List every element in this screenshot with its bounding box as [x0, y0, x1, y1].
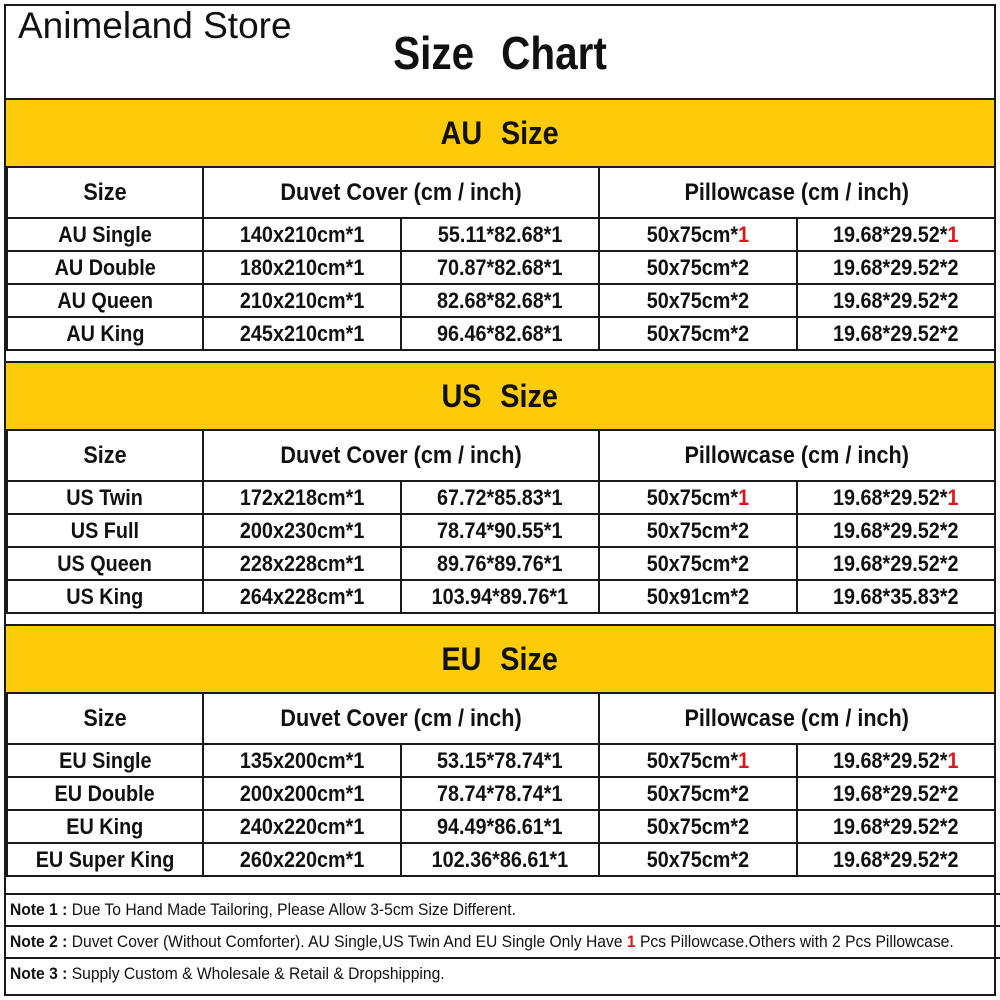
- cell-value: 50x75cm*: [646, 517, 739, 543]
- cell-value: 50x75cm*: [646, 221, 739, 247]
- header-label: Size: [83, 178, 127, 206]
- cell-size: [7, 317, 203, 350]
- quantity: 1: [738, 484, 750, 510]
- cell-value: 19.68*29.52*: [833, 550, 948, 576]
- cell-value-wrap: [647, 321, 749, 347]
- note-label: Note 2 :: [10, 932, 68, 951]
- note-highlight: 1: [626, 932, 636, 951]
- cell-duvet-in: [401, 810, 599, 843]
- cell-duvet-cm: [203, 580, 401, 613]
- cell-value: 172x218cm*1: [239, 484, 365, 510]
- cell-value: 53.15*78.74*1: [437, 747, 563, 773]
- cell-size: [7, 777, 203, 810]
- note-row: [6, 894, 1000, 926]
- cell-size: [7, 744, 203, 777]
- cell-size: [7, 843, 203, 876]
- column-header-duvet: [203, 693, 599, 744]
- cell-value: 78.74*78.74*1: [437, 780, 563, 806]
- cell-duvet-in: [401, 580, 599, 613]
- cell-pillow-cm: [599, 251, 797, 284]
- cell-value: 50x75cm*: [646, 320, 739, 346]
- table-row: [7, 218, 995, 251]
- cell-value-wrap: [647, 781, 749, 807]
- cell-value: 200x200cm*1: [239, 780, 365, 806]
- note-label: Note 1 :: [10, 900, 68, 919]
- table-row: [7, 284, 995, 317]
- table-row: [7, 251, 995, 284]
- cell-value-wrap: [647, 222, 749, 248]
- quantity: 2: [738, 254, 750, 280]
- cell-value: 50x91cm*: [646, 583, 739, 609]
- note-text: Supply Custom & Wholesale & Retail & Dropshipping.: [71, 964, 445, 983]
- cell-value: 19.68*29.52*: [833, 254, 948, 280]
- cell-value: 50x75cm*: [646, 254, 739, 280]
- size-table: [6, 429, 996, 614]
- cell-duvet-cm: [203, 218, 401, 251]
- cell-duvet-cm: [203, 514, 401, 547]
- cell-value-wrap: [647, 814, 749, 840]
- cell-pillow-in: [797, 580, 995, 613]
- cell-duvet-in: [401, 481, 599, 514]
- quantity: 2: [738, 813, 750, 839]
- cell-value: 180x210cm*1: [239, 254, 365, 280]
- cell-value: 19.68*29.52*: [833, 747, 948, 773]
- cell-pillow-cm: [599, 317, 797, 350]
- cell-value: AU King: [65, 320, 145, 346]
- cell-value: 103.94*89.76*1: [431, 583, 569, 609]
- cell-value: EU Single: [58, 747, 152, 773]
- note-row: [6, 958, 1000, 989]
- quantity: 2: [947, 550, 959, 576]
- cell-size: [7, 547, 203, 580]
- cell-value-wrap: [647, 518, 749, 544]
- cell-value: 19.68*35.83*: [833, 583, 948, 609]
- table-row: [7, 744, 995, 777]
- quantity: 2: [947, 846, 959, 872]
- cell-size: [7, 514, 203, 547]
- cell-value: 50x75cm*: [646, 484, 739, 510]
- cell-value-wrap: [833, 584, 959, 610]
- notes-table: [6, 893, 1000, 989]
- cell-value: 50x75cm*: [646, 287, 739, 313]
- column-header-duvet: [203, 167, 599, 218]
- note-text: Duvet Cover (Without Comforter). AU Single,US Twin And EU Single Only Have: [71, 932, 623, 951]
- cell-value: 264x228cm*1: [239, 583, 365, 609]
- cell-duvet-cm: [203, 251, 401, 284]
- header-label: Pillowcase (cm / inch): [684, 704, 910, 732]
- cell-value: 50x75cm*: [646, 780, 739, 806]
- cell-value-wrap: [833, 814, 959, 840]
- note-text: Due To Hand Made Tailoring, Please Allow 3-5cm Size Different.: [71, 900, 516, 919]
- cell-value: 55.11*82.68*1: [437, 221, 563, 247]
- quantity: 2: [947, 517, 959, 543]
- table-row: [7, 810, 995, 843]
- table-header-row: [7, 430, 995, 481]
- column-header-size: [7, 430, 203, 481]
- cell-value-wrap: [833, 288, 959, 314]
- cell-value: 94.49*86.61*1: [437, 813, 563, 839]
- cell-pillow-cm: [599, 744, 797, 777]
- header-label: Pillowcase (cm / inch): [684, 178, 910, 206]
- cell-value: 200x230cm*1: [239, 517, 365, 543]
- header-label: Size: [83, 441, 127, 469]
- note-3: [6, 958, 1000, 989]
- cell-value: 50x75cm*: [646, 813, 739, 839]
- cell-pillow-in: [797, 317, 995, 350]
- cell-value: 19.68*29.52*: [833, 221, 948, 247]
- cell-value-wrap: [833, 781, 959, 807]
- column-header-size: [7, 693, 203, 744]
- table-header-row: [7, 167, 995, 218]
- quantity: 2: [947, 780, 959, 806]
- quantity: 1: [947, 484, 959, 510]
- quantity: 2: [738, 287, 750, 313]
- quantity: 2: [738, 517, 750, 543]
- quantity: 2: [947, 287, 959, 313]
- cell-value-wrap: [647, 255, 749, 281]
- quantity: 2: [738, 320, 750, 346]
- cell-pillow-in: [797, 810, 995, 843]
- table-row: [7, 317, 995, 350]
- cell-duvet-cm: [203, 810, 401, 843]
- cell-value: 135x200cm*1: [239, 747, 365, 773]
- cell-value: 140x210cm*1: [239, 221, 365, 247]
- quantity: 2: [738, 780, 750, 806]
- cell-duvet-cm: [203, 547, 401, 580]
- cell-value: US Twin: [66, 484, 144, 510]
- quantity: 1: [947, 747, 959, 773]
- cell-pillow-cm: [599, 547, 797, 580]
- cell-value: AU Double: [54, 254, 156, 280]
- cell-pillow-in: [797, 218, 995, 251]
- cell-size: [7, 218, 203, 251]
- cell-value: US King: [66, 583, 144, 609]
- cell-value: 70.87*82.68*1: [437, 254, 563, 280]
- quantity: 2: [738, 846, 750, 872]
- quantity: 1: [738, 747, 750, 773]
- quantity: 2: [738, 583, 750, 609]
- table-row: [7, 481, 995, 514]
- section-band: [6, 98, 994, 168]
- cell-value: 240x220cm*1: [239, 813, 365, 839]
- cell-duvet-in: [401, 251, 599, 284]
- cell-value: 50x75cm*: [646, 550, 739, 576]
- cell-duvet-cm: [203, 843, 401, 876]
- cell-value-wrap: [833, 748, 959, 774]
- quantity: 1: [947, 221, 959, 247]
- table-row: [7, 547, 995, 580]
- cell-duvet-in: [401, 514, 599, 547]
- cell-duvet-in: [401, 843, 599, 876]
- quantity: 2: [947, 583, 959, 609]
- size-table: [6, 692, 996, 877]
- header-label: Duvet Cover (cm / inch): [280, 178, 522, 206]
- cell-duvet-cm: [203, 777, 401, 810]
- cell-value-wrap: [647, 551, 749, 577]
- cell-pillow-in: [797, 284, 995, 317]
- cell-pillow-cm: [599, 777, 797, 810]
- cell-value: 260x220cm*1: [239, 846, 365, 872]
- cell-pillow-in: [797, 744, 995, 777]
- quantity: 2: [947, 320, 959, 346]
- cell-value: 210x210cm*1: [239, 287, 365, 313]
- column-header-duvet: [203, 430, 599, 481]
- cell-size: [7, 580, 203, 613]
- cell-value-wrap: [833, 321, 959, 347]
- cell-pillow-cm: [599, 218, 797, 251]
- cell-value-wrap: [833, 222, 959, 248]
- cell-value: US Full: [70, 517, 140, 543]
- cell-size: [7, 481, 203, 514]
- section-title: AU Size: [440, 114, 560, 151]
- cell-duvet-in: [401, 744, 599, 777]
- cell-duvet-in: [401, 317, 599, 350]
- cell-pillow-in: [797, 547, 995, 580]
- note-row: [6, 926, 1000, 958]
- cell-duvet-cm: [203, 284, 401, 317]
- cell-value-wrap: [833, 551, 959, 577]
- cell-value: 19.68*29.52*: [833, 813, 948, 839]
- cell-pillow-cm: [599, 843, 797, 876]
- cell-value: 19.68*29.52*: [833, 517, 948, 543]
- section-title: US Size: [441, 377, 559, 414]
- cell-value: 19.68*29.52*: [833, 846, 948, 872]
- cell-pillow-cm: [599, 284, 797, 317]
- cell-pillow-in: [797, 481, 995, 514]
- cell-value: 228x228cm*1: [239, 550, 365, 576]
- cell-value-wrap: [833, 518, 959, 544]
- header-label: Duvet Cover (cm / inch): [280, 441, 522, 469]
- column-header-pillow: [599, 167, 995, 218]
- section-band: [6, 624, 994, 694]
- cell-value: AU Queen: [57, 287, 153, 313]
- cell-value-wrap: [833, 255, 959, 281]
- cell-value: 82.68*82.68*1: [437, 287, 563, 313]
- cell-duvet-in: [401, 218, 599, 251]
- cell-value: 19.68*29.52*: [833, 287, 948, 313]
- cell-value-wrap: [647, 584, 749, 610]
- cell-value: EU Double: [54, 780, 156, 806]
- size-table: [6, 166, 996, 351]
- cell-value-wrap: [647, 288, 749, 314]
- cell-duvet-cm: [203, 317, 401, 350]
- cell-value: US Queen: [57, 550, 153, 576]
- section-title: EU Size: [441, 640, 559, 677]
- header-label: Size: [83, 704, 127, 732]
- column-header-size: [7, 167, 203, 218]
- note-2: [6, 926, 1000, 958]
- cell-pillow-in: [797, 777, 995, 810]
- table-row: [7, 580, 995, 613]
- cell-value: 78.74*90.55*1: [437, 517, 563, 543]
- cell-value: 19.68*29.52*: [833, 780, 948, 806]
- header-label: Pillowcase (cm / inch): [684, 441, 910, 469]
- cell-value: 102.36*86.61*1: [431, 846, 569, 872]
- cell-value: 245x210cm*1: [239, 320, 365, 346]
- cell-duvet-in: [401, 547, 599, 580]
- cell-size: [7, 810, 203, 843]
- cell-value: 19.68*29.52*: [833, 484, 948, 510]
- column-header-pillow: [599, 430, 995, 481]
- cell-value: 50x75cm*: [646, 747, 739, 773]
- cell-value-wrap: [833, 485, 959, 511]
- cell-value: EU Super King: [35, 846, 175, 872]
- note-1: [6, 894, 1000, 926]
- section-band: [6, 361, 994, 431]
- table-header-row: [7, 693, 995, 744]
- cell-value: AU Single: [58, 221, 152, 247]
- cell-value: EU King: [66, 813, 144, 839]
- cell-value: 89.76*89.76*1: [437, 550, 563, 576]
- cell-size: [7, 251, 203, 284]
- cell-pillow-in: [797, 843, 995, 876]
- cell-pillow-cm: [599, 481, 797, 514]
- cell-duvet-cm: [203, 481, 401, 514]
- quantity: 1: [738, 221, 750, 247]
- store-name: Animeland Store: [18, 5, 292, 46]
- cell-duvet-in: [401, 777, 599, 810]
- cell-pillow-cm: [599, 514, 797, 547]
- quantity: 2: [738, 550, 750, 576]
- cell-value-wrap: [647, 847, 749, 873]
- cell-pillow-cm: [599, 810, 797, 843]
- cell-value: 96.46*82.68*1: [437, 320, 563, 346]
- chart-title: Size Chart: [393, 27, 607, 79]
- cell-pillow-in: [797, 514, 995, 547]
- cell-pillow-cm: [599, 580, 797, 613]
- cell-value-wrap: [647, 748, 749, 774]
- quantity: 2: [947, 254, 959, 280]
- table-row: [7, 777, 995, 810]
- cell-value: 67.72*85.83*1: [437, 484, 563, 510]
- quantity: 2: [947, 813, 959, 839]
- column-header-pillow: [599, 693, 995, 744]
- cell-size: [7, 284, 203, 317]
- note-text: Pcs Pillowcase.Others with 2 Pcs Pillowcase.: [639, 932, 954, 951]
- header-label: Duvet Cover (cm / inch): [280, 704, 522, 732]
- note-label: Note 3 :: [10, 964, 68, 983]
- cell-pillow-in: [797, 251, 995, 284]
- cell-duvet-cm: [203, 744, 401, 777]
- table-row: [7, 514, 995, 547]
- cell-duvet-in: [401, 284, 599, 317]
- table-row: [7, 843, 995, 876]
- cell-value-wrap: [647, 485, 749, 511]
- cell-value: 50x75cm*: [646, 846, 739, 872]
- cell-value-wrap: [833, 847, 959, 873]
- cell-value: 19.68*29.52*: [833, 320, 948, 346]
